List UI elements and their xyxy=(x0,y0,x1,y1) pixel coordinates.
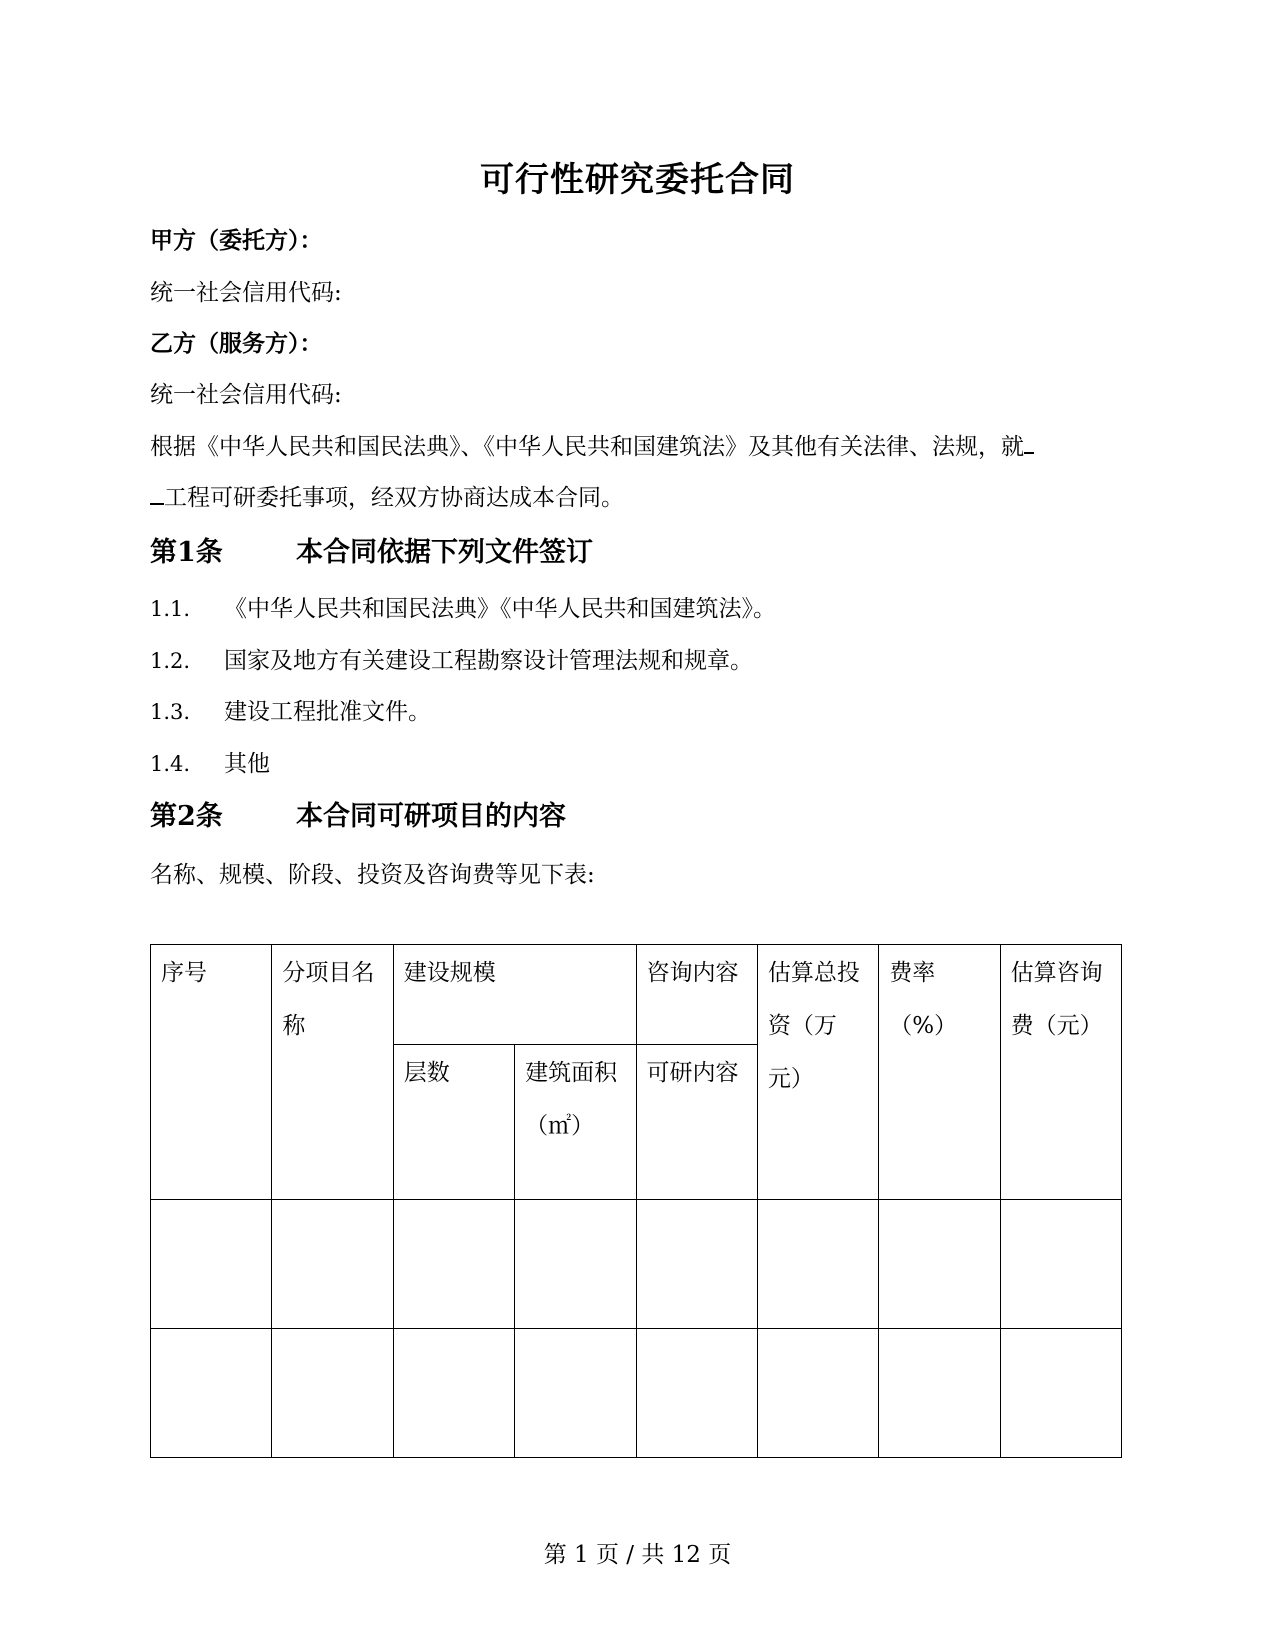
item-number: 1.3. xyxy=(150,700,191,724)
header-floors: 层数 xyxy=(393,1045,514,1200)
table-cell xyxy=(393,1200,514,1329)
page-footer: 第 1 页 / 共 12 页 xyxy=(543,1542,732,1568)
table-cell xyxy=(757,1329,878,1458)
article-1-item xyxy=(150,745,270,778)
party-b-label: 乙方（服务方）： xyxy=(150,330,323,357)
blank-underline xyxy=(1024,432,1034,454)
table-cell xyxy=(636,1329,757,1458)
header-scale: 建设规模 xyxy=(393,945,636,1045)
table-cell xyxy=(757,1200,878,1329)
item-number: 1.2. xyxy=(150,649,191,673)
article-2-desc: 名称、规模、阶段、投资及咨询费等见下表: xyxy=(150,862,595,888)
table-cell xyxy=(393,1329,514,1458)
document-title: 可行性研究委托合同 xyxy=(480,160,795,200)
table-cell xyxy=(272,1329,393,1458)
table-row xyxy=(151,1329,1122,1458)
table-cell xyxy=(515,1200,636,1329)
article-1-number: 第1条 xyxy=(150,537,223,568)
article-1-item xyxy=(150,642,753,675)
article-2-heading xyxy=(150,794,566,833)
blank-underline xyxy=(150,483,164,505)
item-number: 1.1. xyxy=(150,597,191,621)
table-row xyxy=(151,1200,1122,1329)
project-table xyxy=(150,944,1122,1458)
party-a-code-label: 统一社会信用代码: xyxy=(150,280,342,306)
table-cell xyxy=(1000,1329,1121,1458)
header-invest: 估算总投资（万元） xyxy=(757,945,878,1200)
header-fee: 估算咨询费（元） xyxy=(1000,945,1121,1200)
item-number: 1.4. xyxy=(150,752,191,776)
table-cell xyxy=(151,1200,272,1329)
header-area: 建筑面积（㎡） xyxy=(515,1045,636,1200)
intro-line-1 xyxy=(150,428,1034,461)
article-1-title: 本合同依据下列文件签订 xyxy=(296,537,593,568)
article-2-title: 本合同可研项目的内容 xyxy=(296,801,566,832)
item-text: 《中华人民共和国民法典》《中华人民共和国建筑法》。 xyxy=(224,596,776,622)
table-cell xyxy=(515,1329,636,1458)
article-1-item xyxy=(150,590,776,623)
party-a-label: 甲方（委托方）： xyxy=(150,227,323,254)
table-cell xyxy=(151,1329,272,1458)
table-cell xyxy=(272,1200,393,1329)
header-subitem: 分项目名称 xyxy=(272,945,393,1200)
item-text: 建设工程批准文件。 xyxy=(224,699,431,725)
intro-text-2: 工程可研委托事项，经双方协商达成本合同。 xyxy=(164,485,624,511)
party-b-code-label: 统一社会信用代码: xyxy=(150,382,342,408)
header-rate: 费率（%） xyxy=(879,945,1000,1200)
header-consult: 咨询内容 xyxy=(636,945,757,1045)
table-cell xyxy=(1000,1200,1121,1329)
intro-text-1: 根据《中华人民共和国民法典》、《中华人民共和国建筑法》及其他有关法律、法规，就 xyxy=(150,434,1024,460)
table-cell xyxy=(636,1200,757,1329)
table-cell xyxy=(879,1200,1000,1329)
item-text: 国家及地方有关建设工程勘察设计管理法规和规章。 xyxy=(224,648,753,674)
header-research: 可研内容 xyxy=(636,1045,757,1200)
table-cell xyxy=(879,1329,1000,1458)
article-1-item xyxy=(150,693,431,726)
article-1-heading xyxy=(150,530,593,569)
article-2-number: 第2条 xyxy=(150,801,223,832)
item-text: 其他 xyxy=(224,751,270,777)
intro-line-2 xyxy=(150,479,624,512)
header-serial: 序号 xyxy=(151,945,272,1200)
